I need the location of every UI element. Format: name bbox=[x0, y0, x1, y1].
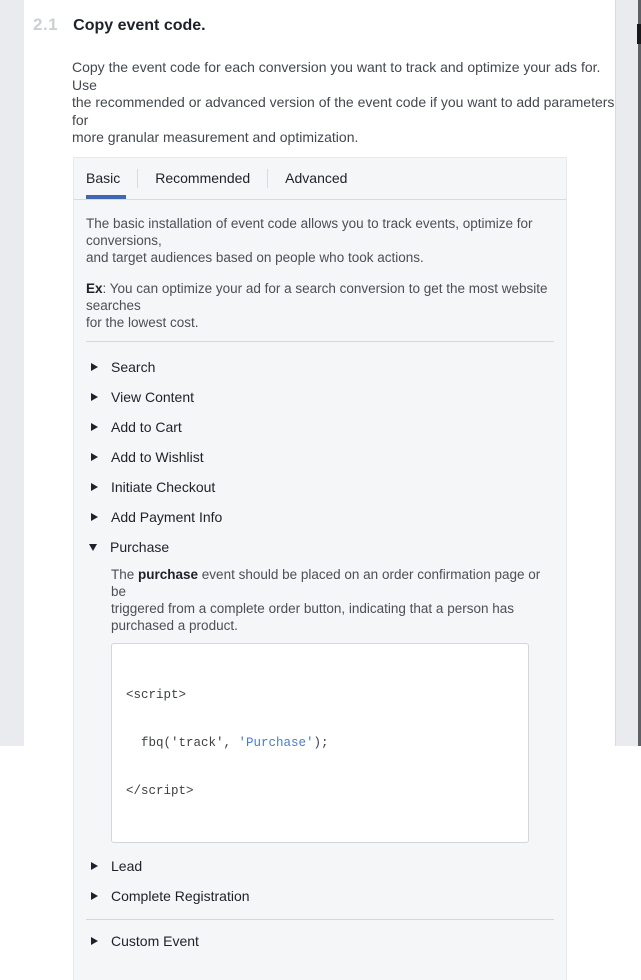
accordion-item-complete-registration[interactable] bbox=[86, 881, 554, 911]
intro-line: more granular measurement and optimization. bbox=[72, 129, 359, 145]
example-label: Ex bbox=[86, 280, 103, 296]
event-code-panel bbox=[73, 157, 567, 980]
caret-right-icon bbox=[91, 892, 98, 900]
tab-basic[interactable] bbox=[86, 157, 137, 199]
intro-paragraph bbox=[72, 59, 617, 147]
tab-advanced-label: Advanced bbox=[285, 170, 348, 186]
code-run: ); bbox=[313, 735, 329, 750]
code-line: </script> bbox=[126, 783, 194, 798]
scrollbar-thumb[interactable] bbox=[637, 24, 641, 44]
description-line: and target audiences based on people who took actions. bbox=[86, 249, 424, 265]
accordion-item-add-to-wishlist[interactable] bbox=[86, 442, 554, 472]
event-label: Custom Event bbox=[111, 932, 199, 949]
accordion-item-initiate-checkout[interactable] bbox=[86, 472, 554, 502]
text-run-bold: purchase bbox=[138, 566, 199, 582]
code-snippet-box bbox=[111, 643, 529, 843]
event-label: Purchase bbox=[110, 538, 170, 555]
event-label: View Content bbox=[111, 388, 195, 405]
basic-description bbox=[86, 215, 554, 266]
event-label: Add to Cart bbox=[111, 418, 182, 435]
caret-down-icon bbox=[89, 544, 97, 551]
event-label: Complete Registration bbox=[111, 887, 250, 904]
text-run: The bbox=[111, 566, 139, 582]
caret-right-icon bbox=[91, 423, 98, 431]
code-string-purchase: 'Purchase' bbox=[238, 735, 314, 750]
event-label: Add to Wishlist bbox=[111, 448, 204, 465]
caret-right-icon bbox=[91, 453, 98, 461]
tab-panel-body bbox=[74, 200, 566, 956]
accordion-item-view-content[interactable] bbox=[86, 382, 554, 412]
event-label: Lead bbox=[111, 857, 143, 874]
event-label: Initiate Checkout bbox=[111, 478, 216, 495]
example-line bbox=[86, 280, 554, 314]
caret-right-icon bbox=[91, 483, 98, 491]
accordion-item-add-payment-info[interactable] bbox=[86, 502, 554, 532]
event-accordion-list bbox=[86, 352, 554, 956]
example-line: for the lowest cost. bbox=[86, 314, 199, 330]
tab-bar bbox=[74, 158, 566, 200]
purchase-description bbox=[111, 566, 554, 634]
example-paragraph bbox=[86, 280, 554, 331]
tab-recommended-label: Recommended bbox=[155, 170, 251, 186]
event-label: Add Payment Info bbox=[111, 508, 223, 525]
caret-right-icon bbox=[91, 363, 98, 371]
intro-line: the recommended or advanced version of the event code if you want to add parameters for bbox=[72, 94, 615, 128]
caret-right-icon bbox=[91, 513, 98, 521]
doc-content bbox=[24, 0, 615, 949]
section-header bbox=[33, 15, 615, 35]
left-gutter bbox=[0, 0, 24, 746]
divider bbox=[86, 341, 554, 342]
tab-advanced[interactable] bbox=[268, 157, 364, 199]
accordion-item-add-to-cart[interactable] bbox=[86, 412, 554, 442]
purchase-description-line bbox=[111, 566, 554, 600]
step-number: 2.1 bbox=[33, 15, 59, 34]
accordion-item-search[interactable] bbox=[86, 352, 554, 382]
caret-right-icon bbox=[91, 937, 98, 945]
accordion-item-lead[interactable] bbox=[86, 851, 554, 881]
purchase-detail bbox=[111, 566, 554, 843]
text-run: event should be placed on an order confirmation page or be bbox=[111, 566, 541, 599]
right-gutter bbox=[615, 0, 641, 746]
tab-basic-label: Basic bbox=[86, 170, 121, 186]
caret-right-icon bbox=[91, 393, 98, 401]
page-title: Copy event code. bbox=[73, 17, 206, 34]
event-label: Search bbox=[111, 358, 156, 375]
tab-recommended[interactable] bbox=[138, 157, 267, 199]
code-run: fbq('track', bbox=[126, 735, 239, 750]
active-tab-indicator bbox=[86, 195, 126, 199]
code-line: <script> bbox=[126, 687, 187, 702]
code-line bbox=[126, 735, 514, 751]
divider bbox=[86, 919, 554, 920]
caret-right-icon bbox=[91, 862, 98, 870]
accordion-item-custom-event[interactable] bbox=[86, 926, 554, 956]
purchase-description-line: triggered from a complete order button, indicating that a person has bbox=[111, 600, 514, 616]
intro-line: Copy the event code for each conversion you want to track and optimize your ads for. Use bbox=[72, 59, 601, 93]
purchase-description-line: purchased a product. bbox=[111, 617, 238, 633]
example-text: : You can optimize your ad for a search conversion to get the most website searches bbox=[86, 280, 548, 313]
accordion-item-purchase[interactable] bbox=[86, 532, 554, 562]
description-line: The basic installation of event code allows you to track events, optimize for conversions, bbox=[86, 215, 533, 248]
